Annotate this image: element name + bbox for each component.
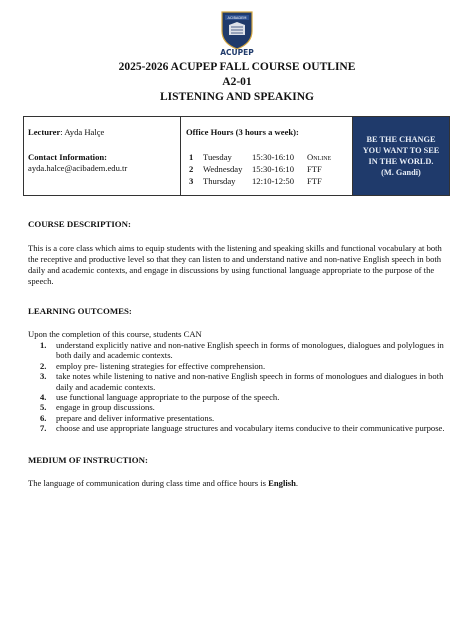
outcome-text: use functional language appropriate to the purpose of the speech. bbox=[56, 392, 280, 403]
course-description-text: This is a core class which aims to equip students with the listening and speaking skills and functional vocabulary at both the receptive and productive level so that they can listen to and understand native and non-native English speech in both daily and academic contexts, and engage in discussions by using functional language appropriate to the purpose of the speech. bbox=[28, 243, 442, 286]
lecturer-name: : Ayda Halçe bbox=[60, 127, 105, 137]
acupep-logo bbox=[217, 9, 257, 57]
lecturer-cell bbox=[24, 117, 181, 195]
row-mode: FTF bbox=[307, 164, 322, 174]
row-number: 2 bbox=[189, 164, 194, 174]
outcome-number: 3. bbox=[40, 371, 47, 382]
outcome-text: understand explicitly native and non-native English speech in forms of monologues, dialogues and polylogues in both daily and academic contexts. bbox=[56, 340, 444, 361]
outcome-item bbox=[28, 371, 448, 392]
course-description-heading: COURSE DESCRIPTION: bbox=[28, 219, 131, 229]
logo-bottom-text: ACUPEP bbox=[220, 48, 254, 57]
outcome-text: employ pre- listening strategies for effective comprehension. bbox=[56, 360, 266, 371]
outcome-item bbox=[28, 392, 448, 402]
course-info-table bbox=[23, 116, 450, 196]
outcome-item bbox=[28, 413, 448, 423]
contact-label: Contact Information: bbox=[28, 152, 108, 162]
row-number: 1 bbox=[189, 152, 194, 162]
row-day: Tuesday bbox=[203, 152, 232, 162]
learning-outcomes-list bbox=[28, 340, 448, 434]
lecturer-line bbox=[28, 127, 104, 138]
quote-cell bbox=[352, 117, 449, 195]
outcome-text: prepare and deliver informative presentations. bbox=[56, 412, 215, 423]
course-name: LISTENING AND SPEAKING bbox=[159, 91, 314, 103]
row-mode: FTF bbox=[307, 176, 322, 186]
row-number: 3 bbox=[189, 176, 194, 186]
medium-heading: MEDIUM OF INSTRUCTION: bbox=[28, 455, 148, 465]
medium-text bbox=[28, 478, 448, 489]
outcome-number: 5. bbox=[40, 402, 47, 413]
learning-outcomes-heading: LEARNING OUTCOMES: bbox=[28, 306, 132, 316]
outcome-number: 4. bbox=[40, 392, 47, 403]
outcome-number: 2. bbox=[40, 360, 47, 371]
quote-block bbox=[359, 134, 443, 178]
outline-title: 2025-2026 ACUPEP FALL COURSE OUTLINE bbox=[118, 61, 356, 73]
course-code: A2-01 bbox=[222, 76, 252, 88]
quote-author: (M. Gandi) bbox=[381, 168, 421, 177]
row-day: Wednesday bbox=[203, 164, 243, 174]
outcome-item bbox=[28, 402, 448, 412]
medium-text-before: The language of communication during class time and office hours is bbox=[28, 478, 269, 488]
outcome-number: 7. bbox=[40, 423, 47, 434]
office-hours-cell bbox=[181, 117, 377, 195]
office-hours-label: Office Hours (3 hours a week): bbox=[186, 127, 299, 137]
row-time: 15:30-16:10 bbox=[252, 164, 295, 174]
outcome-text: choose and use appropriate language structures and vocabulary items conducive to their communicative purpose. bbox=[56, 423, 445, 434]
outcome-number: 6. bbox=[40, 412, 47, 423]
quote-text: BE THE CHANGE YOU WANT TO SEE IN THE WORLD. bbox=[362, 135, 440, 166]
row-time: 12:10-12:50 bbox=[252, 176, 295, 186]
outcome-item bbox=[28, 361, 448, 371]
medium-text-after: . bbox=[295, 478, 299, 488]
outcome-text: engage in group discussions. bbox=[56, 402, 155, 413]
row-day: Thursday bbox=[203, 176, 236, 186]
row-time: 15:30-16:10 bbox=[252, 152, 295, 162]
outcome-text: take notes while listening to native and non-native English speech in forms of monologues and dialogues in both daily and academic contexts. bbox=[56, 371, 444, 392]
lecturer-label: Lecturer bbox=[28, 127, 61, 137]
lecturer-email[interactable]: ayda.halce@acibadem.edu.tr bbox=[28, 163, 128, 173]
learning-outcomes-intro: Upon the completion of this course, students CAN bbox=[28, 329, 202, 339]
outcome-item bbox=[28, 423, 448, 433]
outcome-number: 1. bbox=[40, 340, 47, 350]
logo-top-text: ACIBADEM bbox=[227, 16, 247, 20]
outcome-item bbox=[28, 340, 448, 361]
medium-language: English bbox=[268, 478, 296, 488]
row-mode: Online bbox=[307, 152, 332, 162]
